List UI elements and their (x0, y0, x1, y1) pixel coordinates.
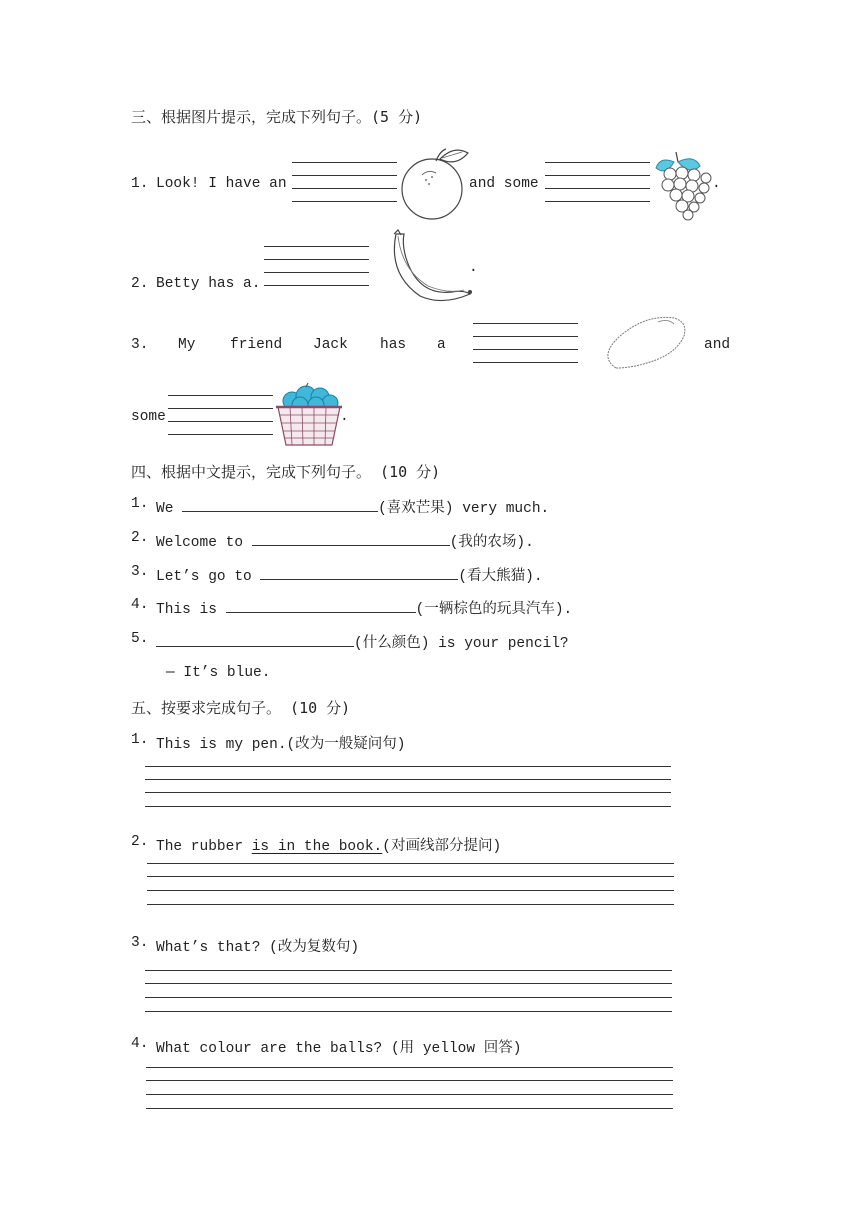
q3-3-word-some: some (131, 409, 166, 425)
q4-2-line (156, 530, 534, 551)
q5-2-answer-lines[interactable] (147, 863, 674, 905)
q3-3-word-a: a (437, 337, 446, 353)
q5-3-answer-lines[interactable] (145, 970, 672, 1012)
q4-4-post: . (563, 602, 573, 618)
q4-4-blank[interactable] (226, 598, 416, 613)
q3-3-number: 3. (131, 337, 149, 353)
q5-2-number: 2. (131, 834, 149, 850)
q3-2-end: . (469, 260, 478, 276)
q4-1-post: very much. (453, 501, 550, 517)
q4-5-blank[interactable] (156, 632, 354, 647)
q4-5-post: is your pencil? (429, 636, 569, 652)
q4-3-pre: Let’s go to (156, 569, 252, 585)
q3-1-answer-lines-2[interactable] (545, 162, 650, 204)
section4-heading: 四、根据中文提示，完成下列句子。 (10 分) (131, 463, 441, 481)
q4-3-number: 3. (131, 564, 149, 580)
q3-3-answer-lines-2[interactable] (168, 395, 273, 437)
q4-1-line (156, 496, 549, 517)
q4-2-number: 2. (131, 530, 149, 546)
q5-2-pre: The rubber (156, 839, 252, 855)
q4-1-pre: We (156, 501, 174, 517)
q5-1-answer-lines[interactable] (145, 766, 671, 808)
q3-1-number: 1. (131, 176, 149, 192)
q5-2-underlined: is in the book. (251, 839, 383, 855)
q5-1-text: This is my pen.(改为一般疑问句) (156, 737, 406, 753)
q3-3-word-my: My (178, 337, 196, 353)
mango-icon (606, 312, 688, 372)
q5-1-number: 1. (131, 732, 149, 748)
q4-5-number: 5. (131, 631, 149, 647)
q3-3-word-jack: Jack (313, 337, 348, 353)
q4-5-hint: (什么颜色) (354, 636, 430, 652)
q5-2-post: (对画线部分提问) (382, 839, 502, 855)
grapes-icon (654, 148, 716, 220)
q3-1-end: . (712, 176, 721, 192)
q4-4-pre: This is (156, 602, 217, 618)
q4-3-blank[interactable] (260, 565, 458, 580)
q3-2-answer-lines[interactable] (264, 246, 369, 288)
q3-3-word-has: has (380, 337, 407, 353)
q3-3-end: . (340, 409, 349, 425)
orange-icon (400, 147, 472, 221)
q5-4-text: What colour are the balls? (用 yellow 回答) (156, 1041, 522, 1057)
q4-3-hint: (看大熊猫) (458, 569, 534, 585)
q4-5-answer: — It’s blue. (166, 665, 271, 681)
q3-1-answer-lines-1[interactable] (292, 162, 397, 204)
q3-3-answer-lines-1[interactable] (473, 323, 578, 365)
q5-4-answer-lines[interactable] (146, 1067, 673, 1109)
q4-5-line (156, 631, 569, 652)
q5-2-line (156, 834, 501, 855)
q3-2-number: 2. (131, 276, 149, 292)
q3-1-text: Look! I have an (156, 176, 287, 192)
q5-3-text: What’s that? (改为复数句) (156, 940, 360, 956)
q5-4-number: 4. (131, 1036, 149, 1052)
q3-3-word-friend: friend (230, 337, 283, 353)
banana-icon (390, 230, 476, 304)
q4-3-post: . (533, 569, 543, 585)
q4-4-number: 4. (131, 597, 149, 613)
q3-1-mid-text: and some (469, 176, 539, 192)
q4-1-number: 1. (131, 496, 149, 512)
q4-4-hint: (一辆棕色的玩具汽车) (415, 602, 564, 618)
q5-3-number: 3. (131, 935, 149, 951)
q4-4-line (156, 597, 572, 618)
q4-1-blank[interactable] (182, 497, 378, 512)
section3-heading: 三、根据图片提示，完成下列句子。(5 分) (131, 108, 423, 126)
q3-2-text: Betty has a. (156, 276, 261, 292)
q4-2-hint: (我的农场) (449, 535, 526, 551)
section5-heading: 五、按要求完成句子。 (10 分) (131, 699, 351, 717)
q4-2-blank[interactable] (252, 531, 450, 546)
apple-basket-icon (276, 383, 344, 447)
q4-3-line (156, 564, 543, 585)
q4-2-post: . (525, 535, 534, 551)
q3-3-word-and: and (704, 337, 731, 353)
q4-1-hint: (喜欢芒果) (378, 501, 454, 517)
q4-2-pre: Welcome to (156, 535, 244, 551)
